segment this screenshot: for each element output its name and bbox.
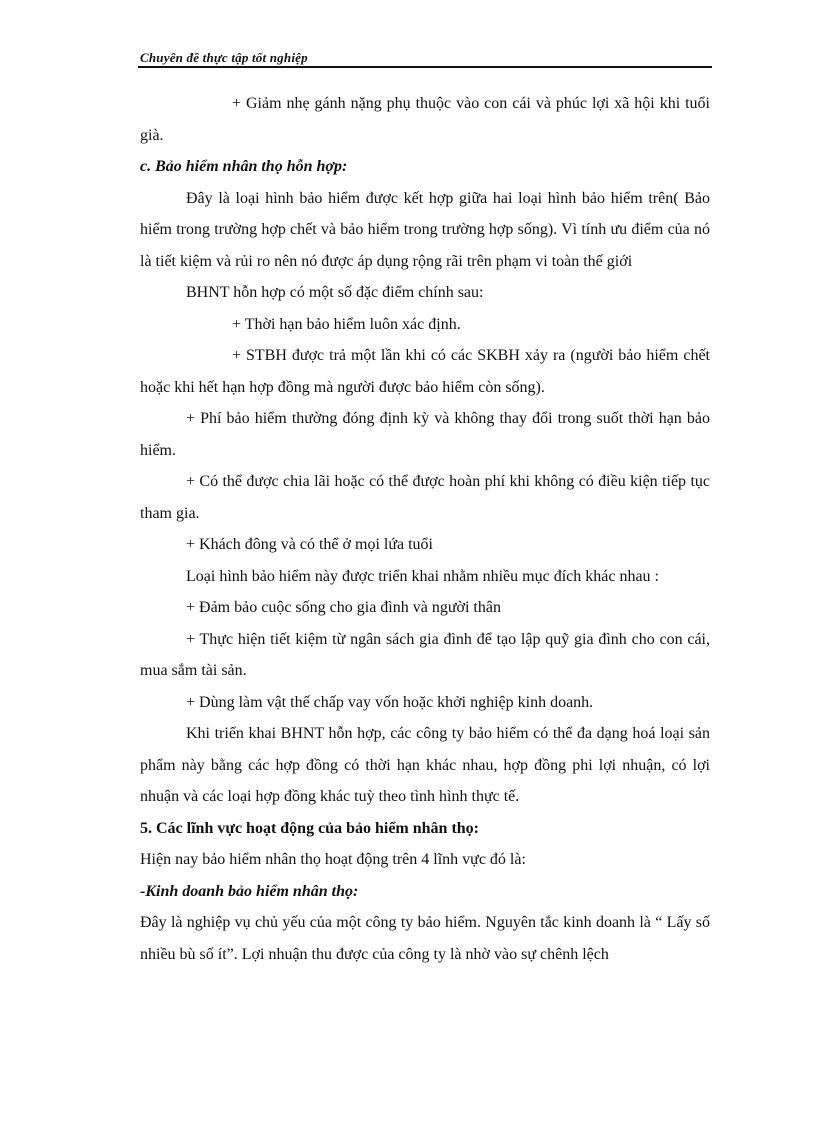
list-item: + Thời hạn bảo hiểm luôn xác định. (232, 315, 461, 333)
header-title: Chuyên đề thực tập tốt nghiệp (140, 50, 308, 65)
list-item: + Đảm bảo cuộc sống cho gia đình và người thân (186, 599, 501, 616)
section-heading: c. Bảo hiểm nhân thọ hỗn hợp: (140, 158, 348, 175)
paragraph: + Giảm nhẹ gánh nặng phụ thuộc vào con cái và phúc lợi xã hội khi tuổi già. (140, 95, 710, 144)
list-item: + Có thể được chia lãi hoặc có thể được hoàn phí khi không có điều kiện tiếp tục tham gia. (140, 473, 710, 522)
subsection-heading: -Kinh doanh bảo hiểm nhân thọ: (140, 882, 359, 900)
list-item: + Khách đông và có thể ở mọi lứa tuổi (186, 536, 433, 553)
paragraph: Khi triển khai BHNT hỗn hợp, các công ty bảo hiểm có thể đa dạng hoá loại sản phẩm này bằng các hợp đồng có thời hạn khác nhau, hợp đồng phi lợi nhuận, có lợi nhuận và các loại hợp đồng khác tuỳ theo tình hình thực tế. (140, 725, 710, 805)
list-item: + Thực hiện tiết kiệm từ ngân sách gia đình để tạo lập quỹ gia đình cho con cái, mua sắm tài sản. (140, 630, 710, 679)
paragraph: Đây là loại hình bảo hiểm được kết hợp giữa hai loại hình bảo hiểm trên( Bảo hiểm trong trường hợp chết và bảo hiểm trong trường hợp sống). Vì tính ưu điểm của nó là tiết kiệm và rủi ro nên nó được áp dụng rộng rãi trên phạm vi toàn thế giới (140, 189, 710, 270)
section-heading: 5. Các lĩnh vực hoạt động của bảo hiểm nhân thọ: (140, 819, 479, 837)
paragraph: Hiện nay bảo hiểm nhân thọ hoạt động trên 4 lĩnh vực đó là: (140, 851, 526, 868)
paragraph: BHNT hỗn hợp có một số đặc điểm chính sau: (186, 284, 484, 301)
header-divider (138, 66, 712, 68)
paragraph: Loại hình bảo hiểm này được triển khai nhằm nhiều mục đích khác nhau : (186, 567, 659, 585)
paragraph: Đây là nghiệp vụ chủ yếu của một công ty bảo hiểm. Nguyên tắc kinh doanh là “ Lấy số nhiều bù số ít”. Lợi nhuận thu được của công ty là nhờ vào sự chênh lệch (140, 914, 710, 963)
list-item: + STBH được trả một lần khi có các SKBH xảy ra (người bảo hiểm chết hoặc khi hết hạn hợp đồng mà người được bảo hiểm còn sống). (140, 347, 710, 396)
list-item: + Phí bảo hiểm thường đóng định kỳ và không thay đổi trong suốt thời hạn bảo hiểm. (140, 410, 710, 459)
document-body (140, 88, 710, 970)
list-item: + Dùng làm vật thế chấp vay vốn hoặc khởi nghiệp kinh doanh. (186, 693, 594, 711)
